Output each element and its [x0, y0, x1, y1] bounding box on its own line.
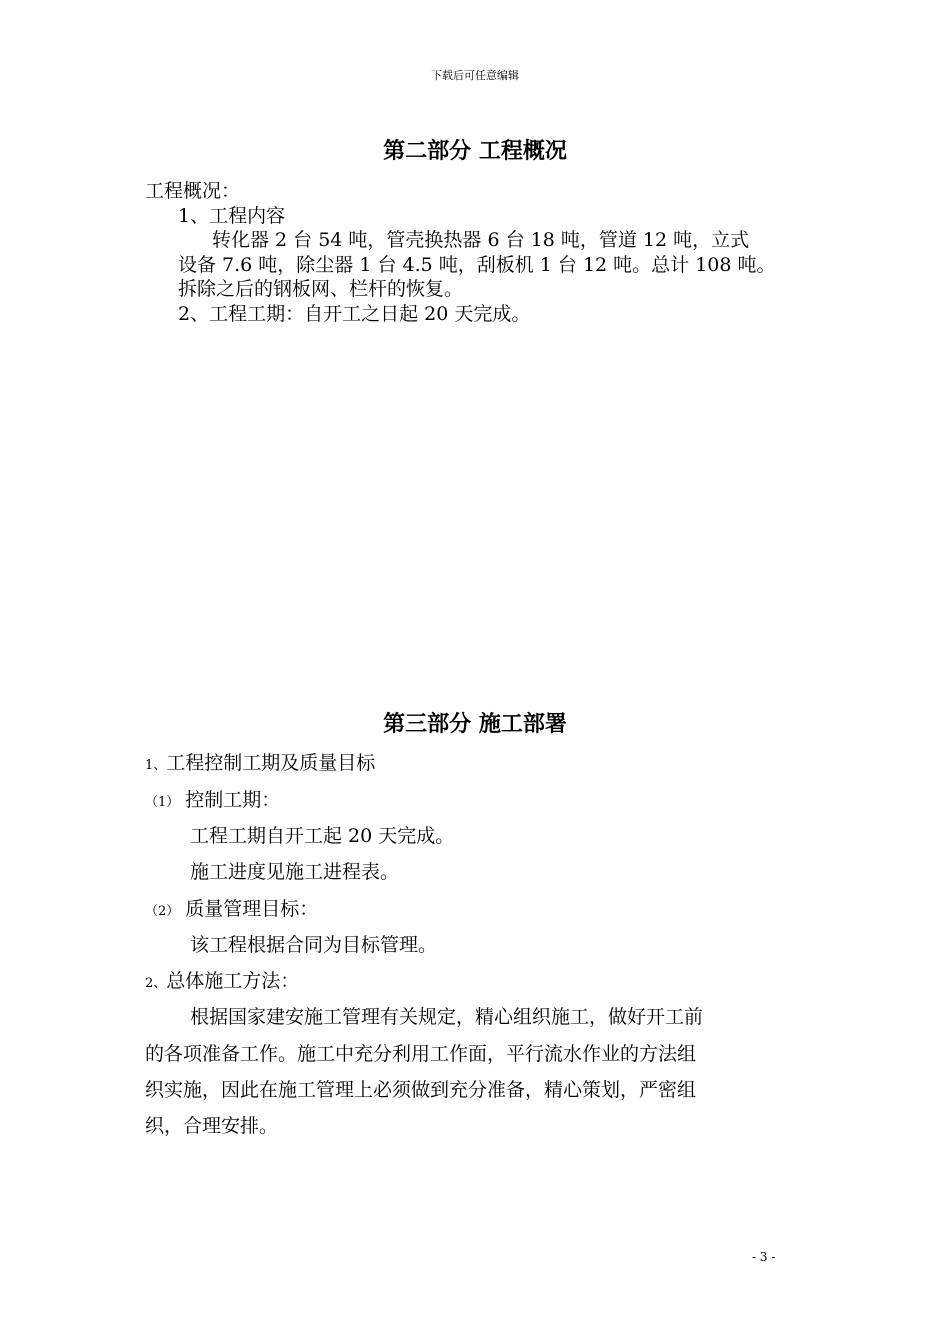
subsection-2-text: 总体施工方法：: [166, 970, 300, 992]
item1-line2: 设备 7.6 吨，除尘器 1 台 4.5 吨，刮板机 1 台 12 吨。总计 108 吨。: [178, 254, 776, 276]
method-paragraph-line1: 根据国家建安施工管理有关规定，精心组织施工，做好开工前: [190, 1006, 704, 1028]
subsection-1b-number: （2）: [145, 904, 180, 919]
page-header-note: 下载后可任意编辑: [431, 69, 519, 82]
page-number: - 3 -: [752, 1250, 776, 1264]
subsection-1-number: 1、: [145, 758, 167, 773]
subsection-1b-text: 质量管理目标：: [185, 898, 319, 920]
method-paragraph-line2: 的各项准备工作。施工中充分利用工作面，平行流水作业的方法组: [145, 1043, 697, 1065]
item1-line3: 拆除之后的钢板网、栏杆的恢复。: [178, 278, 464, 300]
subsection-1-text: 工程控制工期及质量目标: [166, 752, 376, 774]
subsection-1a-number: （1）: [145, 795, 180, 810]
subsection-2-heading: [145, 966, 299, 993]
schedule-line-2: 施工进度见施工进程表。: [190, 861, 400, 883]
subsection-2-number: 2、: [145, 976, 167, 991]
section-title-part2: 第二部分 工程概况: [383, 138, 567, 164]
quality-target-line: 该工程根据合同为目标管理。: [190, 934, 438, 956]
subsection-1-heading: [145, 748, 375, 775]
method-paragraph-line3: 织实施，因此在施工管理上必须做到充分准备，精心策划，严密组: [145, 1079, 697, 1101]
schedule-line-1: 工程工期自开工起 20 天完成。: [190, 825, 455, 847]
section-title-part3: 第三部分 施工部署: [383, 711, 567, 737]
subsection-1a-text: 控制工期：: [185, 789, 281, 811]
subsection-1b-heading: [145, 894, 318, 921]
subsection-1a-heading: [145, 785, 280, 812]
overview-label: 工程概况：: [145, 180, 241, 202]
method-paragraph-line4: 织，合理安排。: [145, 1115, 279, 1137]
item1-title: 1、工程内容: [178, 205, 286, 227]
item2-schedule: 2、工程工期：自开工之日起 20 天完成。: [178, 303, 531, 325]
item1-line1: 转化器 2 台 54 吨，管壳换热器 6 台 18 吨，管道 12 吨，立式: [212, 229, 750, 251]
